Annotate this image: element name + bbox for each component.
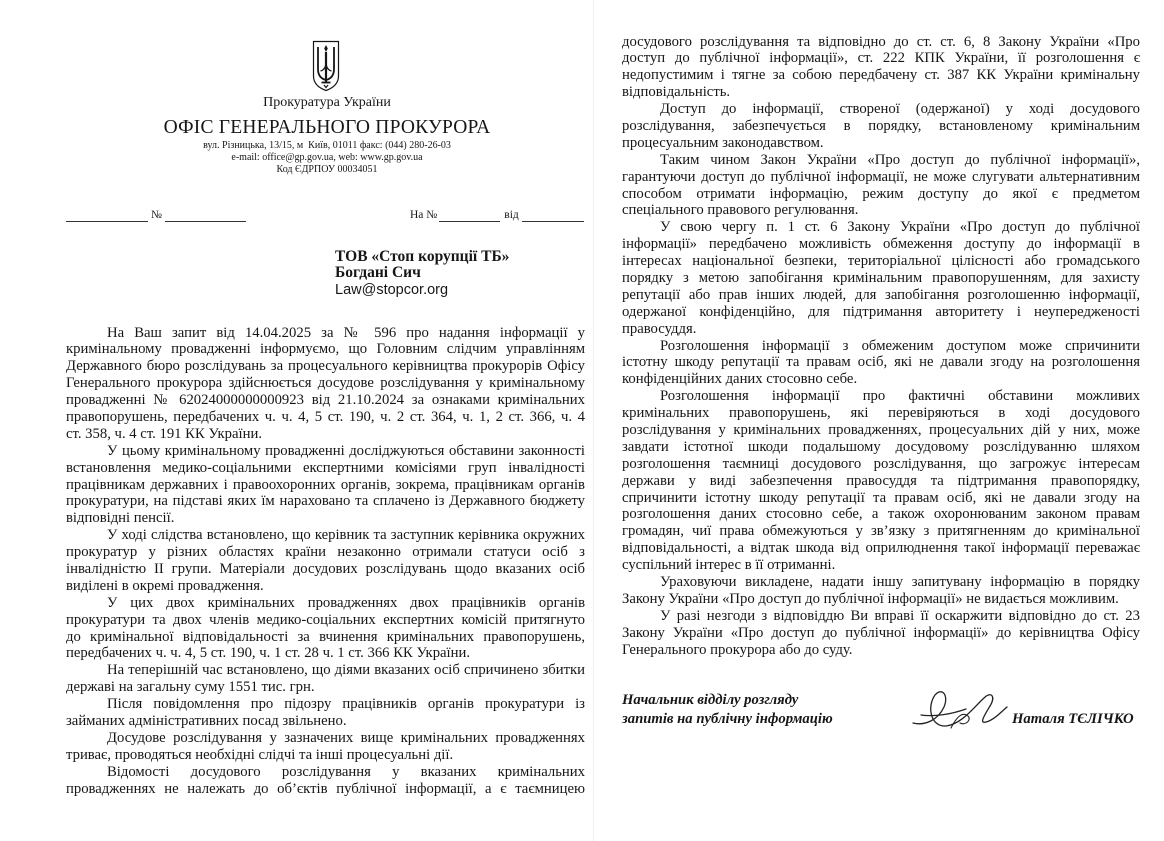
text-line: Ураховуючи викладене, надати іншу запитувану інформацію в порядку	[660, 574, 1140, 590]
text-line: спричинити істотну шкоду репутації та правам осіб, які не давали згоду на	[622, 489, 1140, 506]
outgoing-registration	[66, 208, 246, 222]
signatory-position-line-2: запитів на публічну інформацію	[622, 711, 833, 727]
text-line: триває, проводяться необхідні слідчі та інші процесуальні дії.	[66, 746, 454, 763]
text-line: займаних адміністративних посад звільнено.	[66, 712, 347, 729]
paragraph	[66, 764, 585, 798]
paragraph	[622, 219, 1140, 337]
text-line: розголошення таємниці досудового розслідування, що загрожує інтересам	[622, 455, 1140, 472]
text-line: Досудове розслідування у зазначених вище кримінальних провадженнях	[107, 729, 585, 746]
addressee-organization: ТОВ «Стоп корупції ТБ»	[335, 247, 510, 265]
text-line: відповідальність.	[622, 84, 731, 101]
text-line: передбачених ч. ч. 4, 5 ст. 190, ч. 1 ст. 28 ч. 1 ст. 366 КК України.	[66, 645, 471, 662]
text-line: інтересах національної безпеки, територіальної цілісності або громадського	[622, 253, 1140, 270]
text-line: Генерального прокурора або до суду.	[622, 641, 853, 658]
office-title: ОФІС ГЕНЕРАЛЬНОГО ПРОКУРОРА	[163, 117, 491, 138]
paragraph	[66, 662, 585, 696]
text-line: Відомості досудового розслідування у вказаних кримінальних	[107, 763, 585, 780]
outgoing-number-label: №	[151, 209, 162, 221]
office-code: Код ЄДРПОУ 00034051	[276, 164, 378, 175]
text-line: гарантуючи доступ до публічної інформації, не може слугувати альтернативним	[622, 168, 1140, 185]
text-line: громадян, чиї права обмежуються у зв’язку з притягненням до кримінальної	[622, 523, 1140, 540]
paragraph	[622, 608, 1140, 659]
text-line: досудового розслідування та відповідно до ст. ст. 6, 8 Закону України «Про	[622, 33, 1140, 50]
text-line: спеціального правового регулювання.	[622, 202, 859, 219]
text-line: провадженні № 62024000000000923 від 21.10.2024 за ознаками кримінальних	[66, 392, 585, 409]
addressee-email: Law@stopcor.org	[335, 281, 449, 298]
text-line: Генерального прокурора здійснюється досудове розслідування у кримінальному	[66, 375, 585, 392]
text-line: доступ до публічної інформації», ст. 222 КПК України, її розголошення є	[622, 50, 1140, 67]
outgoing-date-blank	[66, 210, 148, 222]
text-line: встановлення медико-соціальними експертними комісіями груп інвалідності	[66, 459, 585, 476]
text-line: кримінальних правопорушень, які перевіряються в ході досудового	[622, 405, 1140, 422]
text-line: держави у виді забезпечення правосуддя та підтримання правопорядку,	[622, 472, 1140, 489]
text-line: розслідування у кримінальних провадженнях, процесуальних дій у них, може	[622, 421, 1140, 438]
text-line: ст. 358, ч. 4 ст. 191 КК України.	[66, 425, 263, 442]
text-line: Доступ до інформації, створеної (одержаної) у ході досудового	[660, 101, 1140, 118]
text-line: до кримінальної відповідальності за вчинення кримінальних правопорушень,	[66, 628, 585, 645]
addressee-name: Богдані Сич	[335, 264, 421, 281]
incoming-registration	[410, 208, 584, 222]
incoming-number-label: На №	[410, 209, 438, 221]
text-line: У разі незгоди з відповіддю Ви вправі її оскаржити відповідно до ст. 23	[660, 607, 1140, 624]
text-line: інвалідністю II групи. Матеріали досудових розслідувань щодо вказаних осіб	[66, 560, 585, 577]
text-line: Закону України «Про доступ до публічної інформації» не видається можливим.	[622, 590, 1119, 607]
handwritten-signature	[905, 676, 1010, 738]
text-line: провадженнях не належать до об’єктів публічної інформації, а є таємницею	[66, 780, 585, 797]
text-line: правопорушень, передбачених ч. ч. 4, 5 ст. 190, ч. 2 ст. 364, ч. 1, 2 ст. 366, ч. 4	[66, 408, 585, 425]
office-address: вул. Різницька, 13/15, м Київ, 01011 факс: (044) 280-26-03	[203, 140, 451, 151]
text-line: прокуратури, на підставі яких їм нараховано та сплачено із Державного бюджету	[66, 493, 585, 510]
text-line: прокуратур у різних областях країни незаконно отримали статуси осіб з	[66, 544, 585, 561]
text-line: працівникам державних і правоохоронних органів, зокрема, працівникам органів	[66, 476, 585, 493]
incoming-date-blank	[522, 210, 584, 222]
text-line: На Ваш запит від 14.04.2025 за № 596 про надання інформації у	[107, 324, 585, 341]
text-line: прокуратури та двох членів медико-соціальних експертних комісій притягнуто	[66, 611, 585, 628]
text-line: У цьому кримінальному провадженні досліджуються обставини законності	[107, 442, 585, 459]
paragraph	[622, 574, 1140, 608]
incoming-date-label: від	[504, 209, 519, 221]
paragraph	[66, 443, 585, 527]
text-line: розголошення даних стосовно себе, а також охоронюваним законом правам	[622, 506, 1140, 523]
text-line: На теперішній час встановлено, що діями вказаних осіб спричинено збитки	[107, 662, 585, 679]
letter-body-page-1	[66, 325, 585, 798]
paragraph	[66, 527, 585, 595]
text-line: конфіденційних даних стосовно себе.	[622, 371, 858, 388]
text-line: Таким чином Закон України «Про доступ до публічної інформації»,	[660, 151, 1140, 168]
text-line: способом отримати інформацію, режим доступу до якої є предметом	[622, 185, 1140, 202]
text-line: У ході слідства встановлено, що керівник та заступник керівника окружних	[107, 527, 585, 544]
coat-of-arms-icon	[312, 40, 340, 92]
incoming-number-blank	[439, 210, 500, 222]
paragraph	[66, 325, 585, 443]
signatory-name: Наталя ТЄЛІЧКО	[1012, 711, 1134, 727]
text-line: репутації або прав інших людей, для запобігання розголошенню інформації,	[622, 286, 1140, 303]
text-line: Після повідомлення про підозру працівників органів прокуратури із	[107, 696, 585, 713]
page-divider	[593, 0, 594, 841]
paragraph	[66, 595, 585, 663]
text-line: відповідні пенсії.	[66, 510, 175, 527]
paragraph	[622, 338, 1140, 389]
text-line: кримінальному провадженні інформуємо, що Головним слідчим управлінням	[66, 341, 585, 358]
signatory-position-line-1: Начальник відділу розгляду	[622, 692, 799, 708]
text-line: державі на загальну суму 1551 тис. грн.	[66, 679, 315, 696]
text-line: Державного бюро розслідувань за процесуального керівництва прокурорів Офісу	[66, 358, 585, 375]
text-line: інформації» передбачено можливість обмеження доступу до інформації в	[622, 236, 1140, 253]
text-line: Розголошення інформації з обмеженим доступом може спричинити	[660, 337, 1140, 354]
paragraph	[622, 101, 1140, 152]
addressee	[335, 249, 509, 299]
text-line: одержаної конфіденційно, для підтримання авторитету і неупередженості	[622, 303, 1140, 320]
text-line: недопустимим і тягне за собою передбачену ст. 387 КК України кримінальну	[622, 67, 1140, 84]
letter-body-page-2	[622, 34, 1140, 659]
text-line: істотну шкоду репутації та правам осіб, які не давали згоду на розголошення	[622, 354, 1140, 371]
paragraph	[622, 388, 1140, 574]
paragraph	[66, 730, 585, 764]
text-line: Закону України «Про доступ до публічної інформації» до керівництва Офісу	[622, 624, 1140, 641]
text-line: розслідування, забезпечується в порядку, встановленому кримінальним	[622, 117, 1140, 134]
paragraph	[622, 34, 1140, 102]
text-line: порядку з метою запобігання кримінальним правопорушенням, для захисту	[622, 269, 1140, 286]
paragraph	[622, 152, 1140, 220]
text-line: У цих двох кримінальних провадженнях двох працівників органів	[107, 594, 585, 611]
organization-name: Прокуратура України	[263, 95, 391, 110]
text-line: виділені в окремі провадження.	[66, 577, 264, 594]
text-line: правосуддя.	[622, 320, 697, 337]
text-line: суспільний інтерес в її отриманні.	[622, 557, 836, 574]
office-contacts: e-mail: office@gp.gov.ua, web: www.gp.gov.ua	[231, 152, 423, 163]
text-line: завдати істотної шкоди подальшому досудовому розслідуванню шляхом	[622, 438, 1140, 455]
text-line: відповідальності, а відтак шкода від оприлюднення такої інформації переважає	[622, 540, 1140, 557]
text-line: процесуальним законодавством.	[622, 134, 824, 151]
text-line: Розголошення інформації про фактичні обставини можливих	[660, 388, 1140, 405]
text-line: У свою чергу п. 1 ст. 6 Закону України «Про доступ до публічної	[660, 219, 1140, 236]
outgoing-number-blank	[165, 210, 246, 222]
paragraph	[66, 696, 585, 730]
